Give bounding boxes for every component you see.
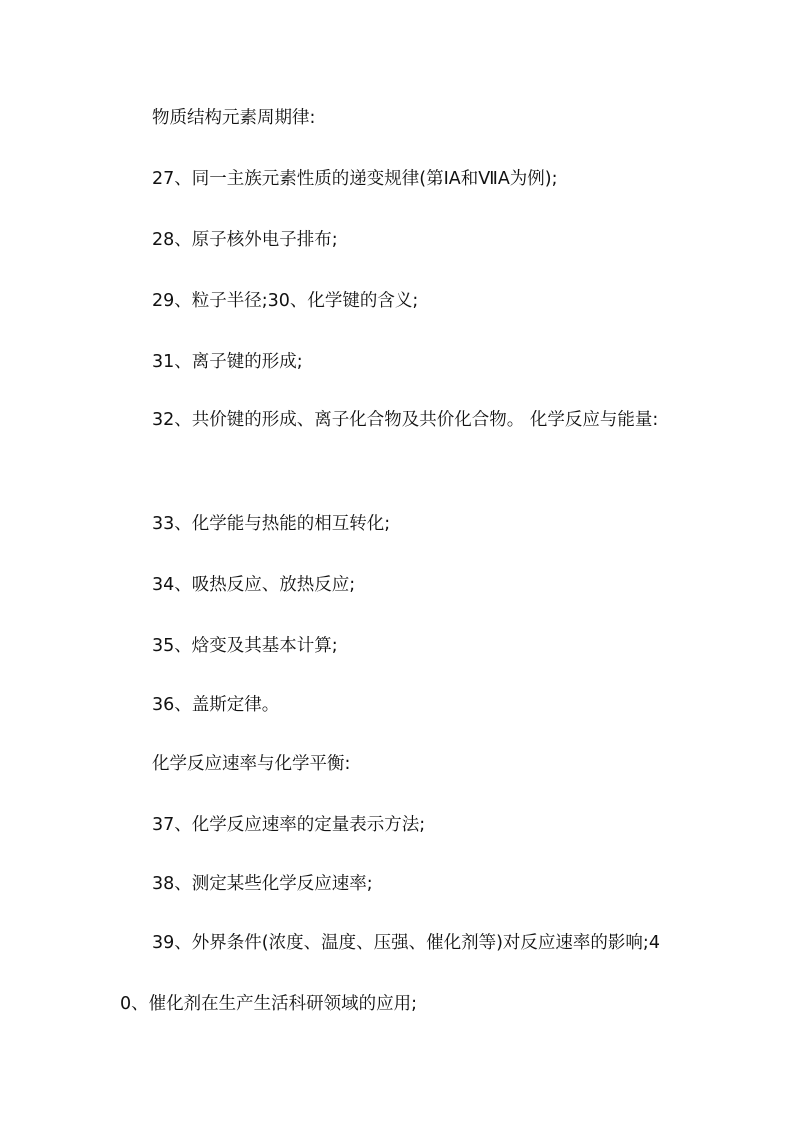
list-item-29-30: 29、粒子半径;30、化学键的含义; <box>152 291 419 311</box>
list-item-31: 31、离子键的形成; <box>152 352 303 372</box>
list-item-33: 33、化学能与热能的相互转化; <box>152 514 391 534</box>
list-item-27: 27、同一主族元素性质的递变规律(第ⅠA和ⅦA为例); <box>152 169 558 189</box>
list-item-28: 28、原子核外电子排布; <box>152 230 338 250</box>
list-item-34: 34、吸热反应、放热反应; <box>152 575 356 595</box>
list-item-37: 37、化学反应速率的定量表示方法; <box>152 815 426 835</box>
list-item-36: 36、盖斯定律。 <box>152 695 280 715</box>
list-item-32: 32、共价键的形成、离子化合物及共价化合物。 化学反应与能量: <box>152 410 659 430</box>
list-item-38: 38、测定某些化学反应速率; <box>152 874 373 894</box>
list-item-39-40: 39、外界条件(浓度、温度、压强、催化剂等)对反应速率的影响;40、催化剂在生产生活科研领域的应用; <box>120 933 660 1014</box>
list-item-35: 35、焓变及其基本计算; <box>152 636 338 656</box>
section-heading-structure: 物质结构元素周期律: <box>152 108 316 128</box>
section-heading-rate: 化学反应速率与化学平衡: <box>152 754 351 774</box>
